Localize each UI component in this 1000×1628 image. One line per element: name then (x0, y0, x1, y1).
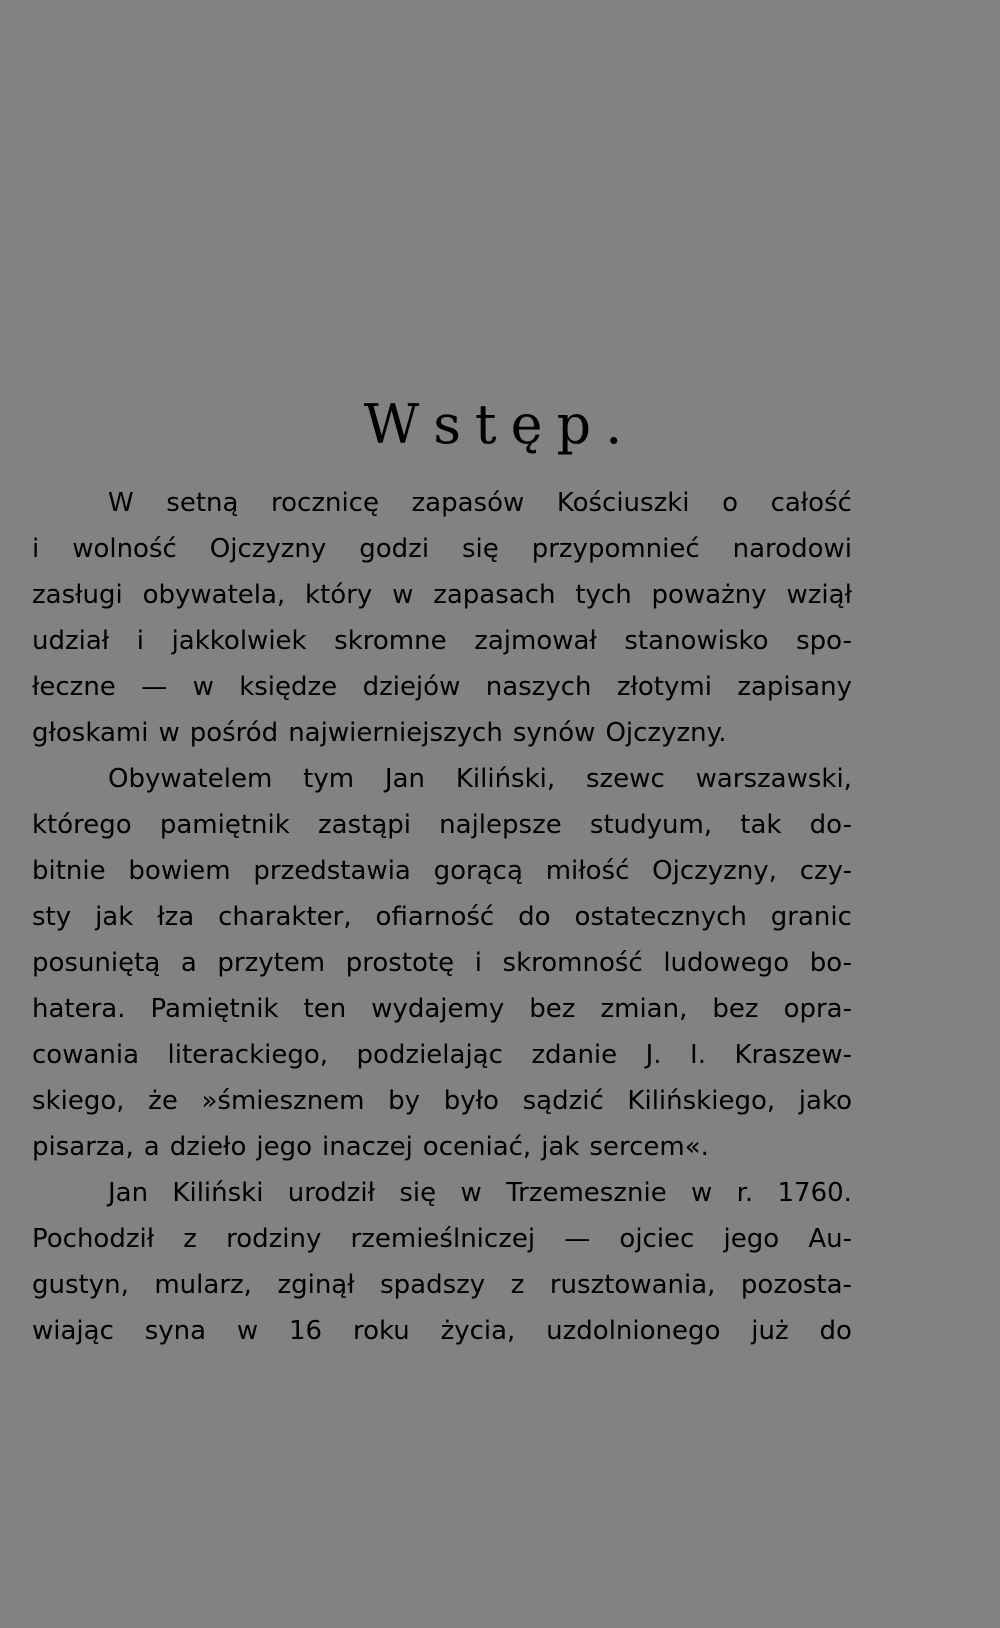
text-line (32, 802, 852, 848)
text-line (32, 710, 852, 756)
word: Kiliński (172, 1178, 264, 1208)
word: zginął (277, 1270, 355, 1300)
word: sercem«. (589, 1132, 709, 1162)
word: w (158, 718, 180, 748)
word: bez (712, 994, 759, 1024)
word: sądzić (522, 1086, 604, 1116)
word: zdanie (531, 1040, 618, 1070)
text-line (32, 986, 852, 1032)
word: i (136, 626, 144, 656)
word: jego (723, 1224, 780, 1254)
word: się (399, 1178, 437, 1208)
word: pamiętnik (159, 810, 290, 840)
word: który (305, 580, 373, 610)
word: zasługi (32, 580, 123, 610)
word: I. (690, 1040, 706, 1070)
word: Kiliński, (455, 764, 556, 794)
word: było (443, 1086, 499, 1116)
word: szewc (585, 764, 665, 794)
word: i (474, 948, 482, 978)
word: najwierniejszych (288, 718, 503, 748)
word: granic (770, 902, 852, 932)
word: wydajemy (371, 994, 505, 1024)
word: godzi (359, 534, 430, 564)
text-line (32, 480, 852, 526)
word: zajmował (474, 626, 597, 656)
word: uzdolnionego (546, 1316, 721, 1346)
text-line (32, 526, 852, 572)
word: bo- (809, 948, 852, 978)
word: pośród (189, 718, 279, 748)
word: i (32, 534, 40, 564)
word: Pamiętnik (150, 994, 279, 1024)
word: 16 (289, 1316, 323, 1346)
word: czy- (799, 856, 852, 886)
word: stanowisko (624, 626, 769, 656)
word: w (691, 1178, 713, 1208)
word: już (751, 1316, 789, 1346)
word: by (388, 1086, 421, 1116)
word: hatera. (32, 994, 126, 1024)
word: miłość (545, 856, 630, 886)
word: tak (740, 810, 782, 840)
word: w (460, 1178, 482, 1208)
word: Trzemesznie (506, 1178, 667, 1208)
word: w (236, 1316, 259, 1346)
text-line (32, 1216, 852, 1262)
word: bitnie (32, 856, 106, 886)
word: że (148, 1086, 178, 1116)
word: do- (809, 810, 852, 840)
word: setną (166, 488, 239, 518)
word: wolność (72, 534, 177, 564)
word: jego (256, 1132, 312, 1162)
word: rusztowania, (549, 1270, 716, 1300)
word: mularz, (154, 1270, 252, 1300)
word: zapasów (411, 488, 525, 518)
word: jakkolwiek (171, 626, 307, 656)
body-text (32, 480, 852, 1354)
word: naszych (485, 672, 592, 702)
word: skromne (334, 626, 447, 656)
word: całość (770, 488, 852, 518)
word: do (518, 902, 551, 932)
word: cowania (32, 1040, 140, 1070)
word: którego (32, 810, 132, 840)
text-line (32, 1308, 852, 1354)
text-line (32, 940, 852, 986)
word: — (564, 1224, 591, 1254)
word: 1760. (777, 1178, 852, 1208)
word: Jan (108, 1178, 149, 1208)
word: Pochodził (32, 1224, 155, 1254)
word: »śmiesznem (201, 1086, 365, 1116)
word: pisarza, (32, 1132, 134, 1162)
word: zapisany (737, 672, 852, 702)
word: jak (95, 902, 134, 932)
word: zapasach (433, 580, 556, 610)
word: przytem (217, 948, 326, 978)
word: podzielając (356, 1040, 503, 1070)
word: prostotę (345, 948, 455, 978)
word: posuniętą (32, 948, 161, 978)
text-line (32, 572, 852, 618)
text-line (32, 664, 852, 710)
word: ludowego (663, 948, 790, 978)
word: życia, (440, 1316, 516, 1346)
word: dziejów (362, 672, 461, 702)
word: o (722, 488, 738, 518)
word: a (180, 948, 197, 978)
word: rzemieślniczej (350, 1224, 536, 1254)
word: najlepsze (439, 810, 562, 840)
word: Kraszew- (734, 1040, 852, 1070)
word: ostatecznych (574, 902, 747, 932)
word: ojciec (619, 1224, 695, 1254)
word: jako (798, 1086, 852, 1116)
word: sty (32, 902, 72, 932)
word: złotymi (616, 672, 712, 702)
word: poważny (651, 580, 767, 610)
chapter-title: Wstęp. (363, 393, 637, 456)
word: dzieło (169, 1132, 247, 1162)
word: gustyn, (32, 1270, 129, 1300)
text-line (32, 618, 852, 664)
word: Kilińskiego, (627, 1086, 776, 1116)
word: oceniać, (422, 1132, 532, 1162)
word: synów (512, 718, 596, 748)
word: rodziny (226, 1224, 322, 1254)
word: do (819, 1316, 852, 1346)
word: pozosta- (740, 1270, 852, 1300)
word: Ojczyzny (209, 534, 327, 564)
word: skromność (502, 948, 643, 978)
word: ten (303, 994, 347, 1024)
word: gorącą (433, 856, 523, 886)
word: tym (303, 764, 355, 794)
word: Ojczyzny, (652, 856, 777, 886)
word: się (462, 534, 499, 564)
word: przedstawia (253, 856, 411, 886)
word: wziął (786, 580, 852, 610)
word: roku (352, 1316, 410, 1346)
word: Obywatelem (108, 764, 273, 794)
word: bez (529, 994, 576, 1024)
text-line (32, 1262, 852, 1308)
text-line (32, 1032, 852, 1078)
word: urodził (287, 1178, 376, 1208)
word: Ojczyzny. (605, 718, 727, 748)
word: spo- (796, 626, 852, 656)
word: skiego, (32, 1086, 125, 1116)
word: syna (144, 1316, 207, 1346)
word: zmian, (600, 994, 688, 1024)
word: r. (736, 1178, 754, 1208)
word: charakter, (218, 902, 352, 932)
word: studyum, (589, 810, 713, 840)
word: spadszy (380, 1270, 486, 1300)
word: a (143, 1132, 160, 1162)
word: — (141, 672, 168, 702)
word: łeczne (32, 672, 116, 702)
word: księdze (239, 672, 338, 702)
word: udział (32, 626, 110, 656)
word: z (183, 1224, 197, 1254)
word: Au- (808, 1224, 852, 1254)
word: wiając (32, 1316, 114, 1346)
text-line (32, 1078, 852, 1124)
word: tych (575, 580, 632, 610)
word: w (392, 580, 414, 610)
word: Kościuszki (556, 488, 690, 518)
word: z (510, 1270, 525, 1300)
text-line (32, 848, 852, 894)
word: warszawski, (695, 764, 852, 794)
word: przypomnieć (531, 534, 700, 564)
word: bowiem (128, 856, 231, 886)
word: obywatela, (142, 580, 286, 610)
word: zastąpi (318, 810, 411, 840)
text-line (32, 894, 852, 940)
word: łza (157, 902, 195, 932)
word: ofiarność (375, 902, 495, 932)
word: głoskami (32, 718, 149, 748)
word: narodowi (732, 534, 852, 564)
word: inaczej (322, 1132, 413, 1162)
word: Jan (384, 764, 425, 794)
word: opra- (783, 994, 852, 1024)
text-line (32, 756, 852, 802)
word: jak (541, 1132, 580, 1162)
text-line (32, 1124, 852, 1170)
text-line (32, 1170, 852, 1216)
word: J. (645, 1040, 662, 1070)
word: rocznicę (271, 488, 379, 518)
word: literackiego, (167, 1040, 329, 1070)
word: w (192, 672, 214, 702)
word: W (108, 488, 134, 518)
